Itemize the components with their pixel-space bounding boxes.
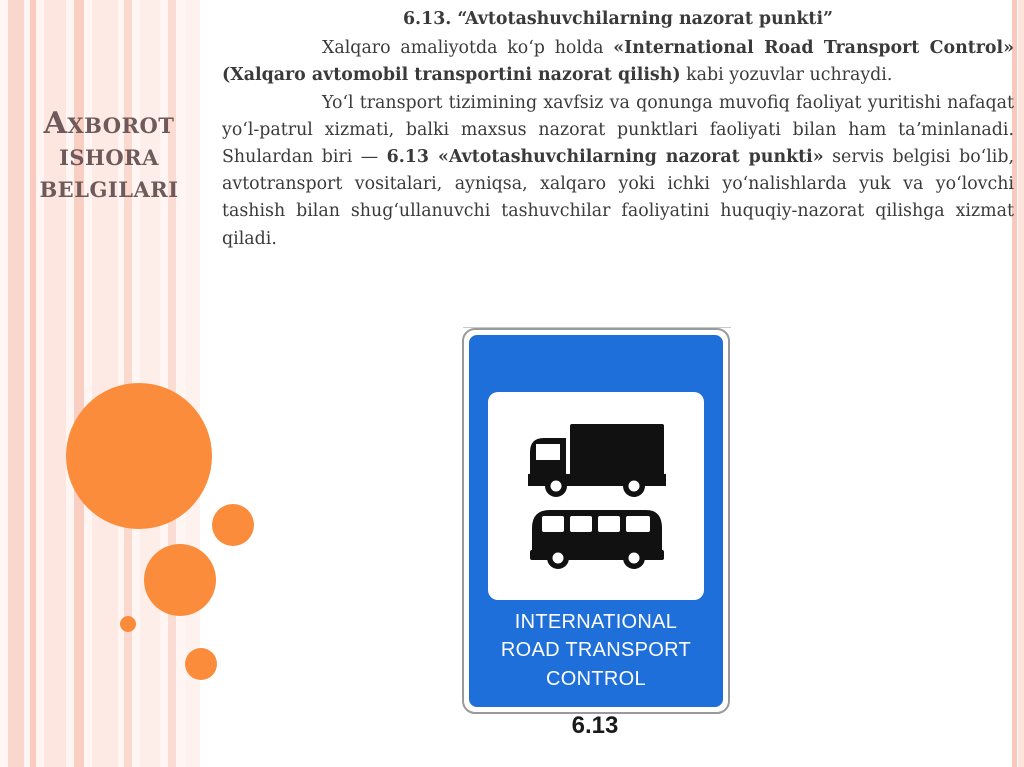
sign-text-line: ROAD TRANSPORT [500,639,692,661]
sign-text-line: CONTROL [546,668,646,690]
content-body [222,6,1014,253]
right-stripe [1018,0,1024,767]
decorative-circle [66,383,212,529]
decorative-circle [212,504,254,546]
paragraph-1 [222,35,1014,89]
paragraph-text: servis belgisi boʻlib, avtotransport vositalari, ayniqsa, xalqaro yoki ichki yoʻnalishlarda yuk va yoʻlovchi tashish bilan shugʻullanuvchi tashuvchilar faoliyatini huquqiy-nazorat qilishga xizmat qiladi. [222,147,1014,249]
title-line: ishora [59,138,159,174]
paragraph-bold: 6.13 «Avtotashuvchilarning nazorat punkti» [386,147,824,168]
decorative-circle [185,648,217,680]
title-line: Axborot [43,106,175,141]
title-line: belgilari [39,170,179,206]
paragraph-bold: «International Road Transport Control» (Xalqaro avtomobil transportini nazorat qilish) [222,38,1014,86]
section-heading: 6.13. “Avtotashuvchilarning nazorat punkti” [402,9,834,29]
slide-title [14,108,204,204]
paragraph-text: Xalqaro amaliyotda koʻp holda [322,38,614,59]
paragraph-text: kabi yozuvlar uchraydi. [680,65,893,86]
sign-text-line: INTERNATIONAL [514,611,678,633]
paragraph-2 [222,90,1014,253]
road-sign [462,328,730,714]
paragraph-text: Yoʻl transport tizimining xavfsiz va qonunga muvofiq faoliyat yuritishi nafaqat yoʻl-patrul xizmati, balki maxsus nazorat punktlari faoliyati bilan ham taʼminlanadi. Shulardan biri — [222,92,1014,168]
decorative-circle [144,544,216,616]
sign-caption: 6.13 [571,712,619,739]
decorative-circle [120,616,136,632]
